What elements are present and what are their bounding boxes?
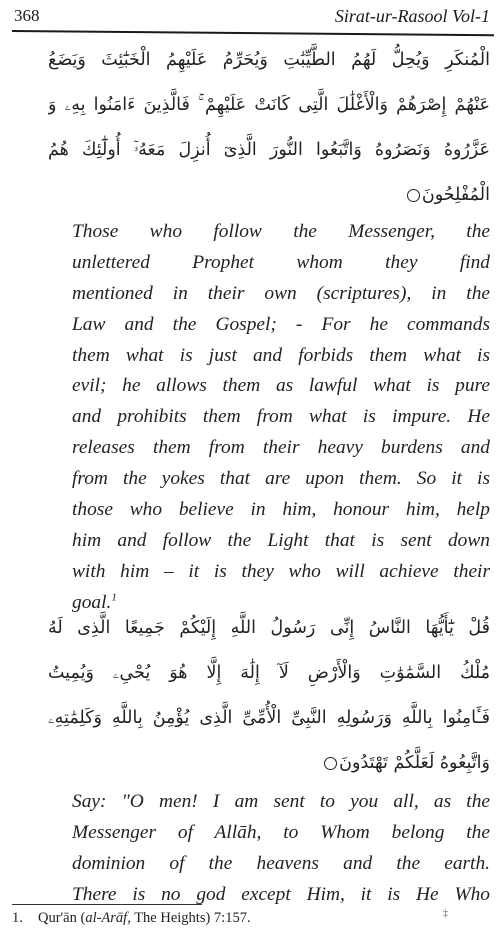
- arabic-line-text: وَاتَّبِعُوهُ لَعَلَّكُمْ تَهْتَدُونَ: [339, 753, 490, 773]
- running-head: [0, 0, 500, 40]
- translation-line: from the yokes that are upon them. So it is: [72, 468, 490, 490]
- header-rule: [12, 30, 494, 36]
- page-number: 368: [14, 6, 40, 25]
- arabic-line: عَنْهُمْ إِصْرَهُمْ وَالْأَغْلَٰلَ الَّتِى كَانَتْ عَلَيْهِمْ ۚ فَالَّذِينَ ءَامَنُوا بِهِۦ وَ: [48, 95, 490, 115]
- footnote-reference[interactable]: 1: [111, 591, 117, 604]
- translation-line-text: goal.: [72, 591, 112, 613]
- translation-line: with him – it is they who will achieve their: [72, 560, 490, 582]
- arabic-line: عَزَّرُوهُ وَنَصَرُوهُ وَاتَّبَعُوا النُّورَ الَّذِىٓ أُنزِلَ مَعَهُۥٓ أُولَٰٓئِكَ هُمُ: [48, 140, 490, 160]
- ayah-end-icon: [407, 189, 420, 202]
- footnote-suffix: The Heights) 7:157.: [130, 910, 251, 926]
- translation-line: unlettered Prophet whom they find: [72, 251, 490, 273]
- translation-line: him and follow the Light that is sent down: [72, 529, 490, 551]
- arabic-verse-7-158: [48, 606, 490, 786]
- translation-line: those who believe in him, honour him, help: [72, 499, 490, 521]
- printer-mark: ‡: [443, 908, 448, 919]
- translation-line: Say: "O men! I am sent to you all, as the: [72, 791, 490, 812]
- arabic-line: الْمُنكَرِ وَيُحِلُّ لَهُمُ الطَّيِّبَٰتِ وَيُحَرِّمُ عَلَيْهِمُ الْخَبَٰٓئِثَ وَيَضَعُ: [48, 50, 490, 70]
- footnote-number: 1.: [12, 910, 23, 926]
- footnote: [12, 910, 251, 927]
- arabic-line: مُلْكُ السَّمَٰوَٰتِ وَالْأَرْضِ لَآ إِلَٰهَ إِلَّا هُوَ يُحْىِۦ وَيُمِيتُ: [48, 663, 490, 683]
- arabic-line: فَـَٔامِنُوا بِاللَّهِ وَرَسُولِهِ النَّبِىِّ الْأُمِّىِّ الَّذِى يُؤْمِنُ بِاللَّهِ وَكَلِمَٰتِهِۦ: [48, 708, 490, 728]
- arabic-line: [48, 173, 490, 218]
- arabic-line: [48, 741, 490, 786]
- translation-line: and prohibits them from what is impure. He: [72, 406, 490, 428]
- ayah-end-icon: [324, 757, 337, 770]
- arabic-verse-7-157: [48, 38, 490, 218]
- arabic-line-text: الْمُفْلِحُونَ: [421, 185, 490, 205]
- translation-line: dominion of the heavens and the earth.: [72, 852, 490, 874]
- translation-line: releases them from their heavy burdens and: [72, 437, 490, 459]
- translation-line: Messenger of Allāh, to Whom belong the: [72, 821, 490, 843]
- translation-line: them what is just and forbids them what is: [72, 344, 490, 366]
- translation-line: Those who follow the Messenger, the: [72, 221, 490, 242]
- translation-line: evil; he allows them as lawful what is pure: [72, 375, 490, 397]
- footnote-prefix: Qur'ān (: [38, 910, 86, 926]
- translation-line: There is no god except Him, it is He Who: [72, 883, 490, 905]
- footnote-rule: [12, 904, 202, 905]
- book-title: Sirat-ur-Rasool Vol-1: [334, 6, 490, 26]
- translation-line: Law and the Gospel; - For he commands: [72, 313, 490, 335]
- translation-verse-7-157: [72, 217, 490, 619]
- arabic-line: قُلْ يَٰٓأَيُّهَا النَّاسُ إِنِّى رَسُولُ اللَّهِ إِلَيْكُمْ جَمِيعًا الَّذِى لَهُ: [48, 618, 490, 638]
- translation-line: mentioned in their own (scriptures), in the: [72, 282, 490, 304]
- translation-verse-7-158: [72, 787, 490, 911]
- footnote-source: al-Arāf,: [85, 910, 131, 926]
